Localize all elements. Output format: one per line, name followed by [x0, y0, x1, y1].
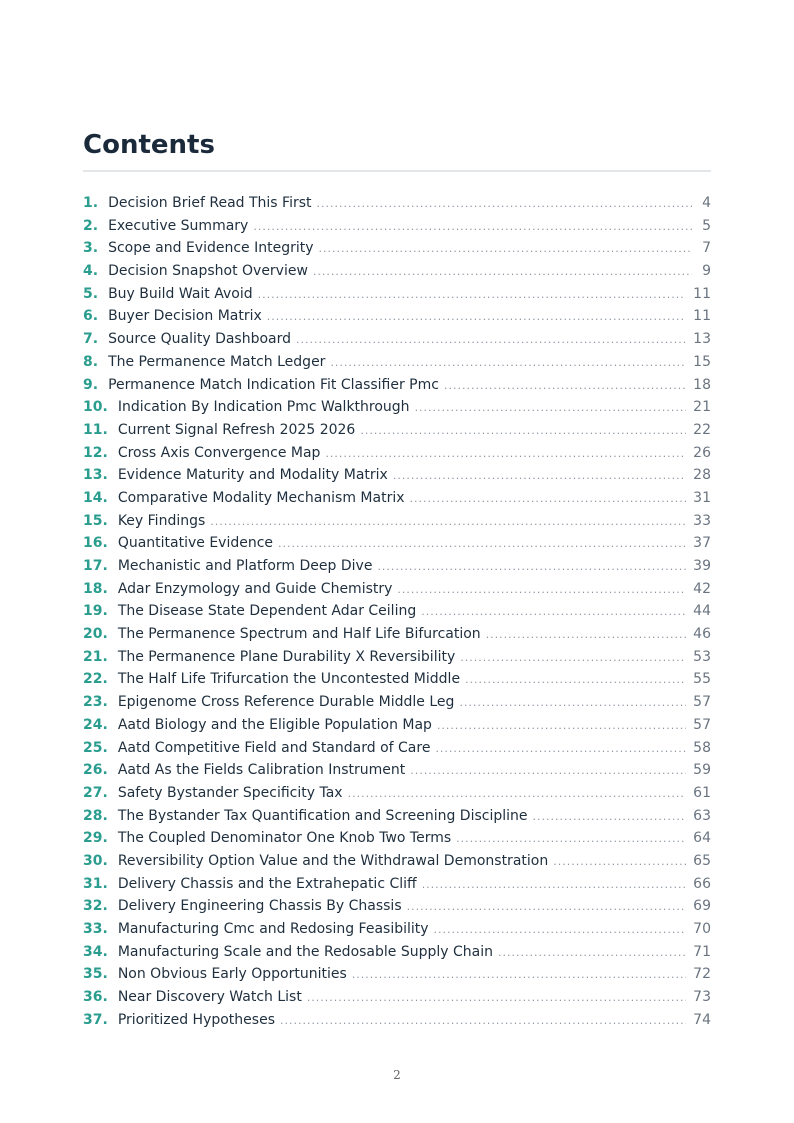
toc-entry-number: 18.: [83, 580, 108, 597]
toc-leader-dots: [444, 375, 686, 398]
toc-leader-dots: [421, 601, 686, 624]
toc-leader-dots: [486, 624, 686, 647]
toc-entry[interactable]: [83, 805, 711, 828]
toc-entry-title[interactable]: The Half Life Trifurcation the Uncontested Middle: [117, 671, 461, 688]
toc-entry-page: 57: [693, 694, 711, 711]
toc-entry[interactable]: [83, 260, 711, 283]
toc-leader-dots: [360, 420, 686, 443]
toc-entry[interactable]: [83, 510, 711, 533]
toc-entry-page: 74: [693, 1011, 711, 1028]
toc-leader-dots: [296, 329, 686, 352]
toc-entry[interactable]: [83, 827, 711, 850]
toc-leader-dots: [319, 238, 692, 261]
toc-entry-title[interactable]: Indication By Indication Pmc Walkthrough: [117, 399, 410, 416]
toc-entry-number: 16.: [83, 535, 108, 552]
toc-entry-page: 46: [693, 626, 711, 643]
toc-entry-number: 22.: [83, 671, 108, 688]
toc-leader-dots: [210, 511, 686, 534]
toc-leader-dots: [407, 896, 687, 919]
toc-entry-page: 11: [693, 308, 711, 325]
toc-leader-dots: [415, 397, 687, 420]
toc-entry-title[interactable]: Mechanistic and Platform Deep Dive: [117, 558, 373, 574]
toc-entry-page: 61: [693, 784, 711, 801]
toc-entry-page: 69: [693, 898, 711, 915]
toc-entry-page: 21: [693, 399, 711, 416]
toc-entry-page: 70: [693, 921, 711, 937]
toc-entry-number: 6.: [83, 308, 99, 325]
toc-entry-title[interactable]: Comparative Modality Mechanism Matrix: [117, 489, 405, 506]
toc-entry-number: 28.: [83, 807, 108, 824]
toc-entry[interactable]: [83, 328, 711, 351]
toc-entry-title[interactable]: Scope and Evidence Integrity: [108, 240, 314, 257]
toc-entry[interactable]: [83, 873, 711, 896]
toc-entry-number: 36.: [83, 989, 108, 1006]
title-divider: [83, 170, 711, 172]
toc-entry-number: 34.: [83, 943, 108, 960]
toc-entry-number: 7.: [83, 331, 99, 348]
toc-entry-page: 13: [693, 331, 711, 348]
toc-entry[interactable]: [83, 374, 711, 397]
toc-entry[interactable]: [83, 351, 711, 374]
toc-entry[interactable]: [83, 419, 711, 442]
toc-entry-page: 22: [693, 421, 711, 438]
toc-entry-number: 19.: [83, 603, 108, 620]
toc-entry-page: 26: [693, 444, 711, 461]
toc-entry-title[interactable]: Quantitative Evidence: [117, 535, 274, 552]
toc-entry-title[interactable]: Delivery Engineering Chassis By Chassis: [117, 898, 402, 915]
toc-entry-title[interactable]: Decision Brief Read This First: [108, 195, 312, 211]
toc-list: [83, 192, 711, 1031]
toc-entry[interactable]: [83, 986, 711, 1009]
toc-entry-title[interactable]: Adar Enzymology and Guide Chemistry: [117, 580, 393, 597]
toc-leader-dots: [437, 715, 686, 738]
toc-entry[interactable]: [83, 555, 711, 578]
toc-entry-page: 18: [693, 376, 711, 393]
toc-entry-number: 23.: [83, 694, 108, 711]
toc-entry-number: 13.: [83, 467, 108, 484]
toc-leader-dots: [307, 987, 686, 1010]
toc-entry-title[interactable]: Reversibility Option Value and the Withdrawal Demonstration: [117, 852, 549, 869]
toc-entry-page: 57: [693, 716, 711, 733]
toc-entry-page: 9: [702, 263, 711, 280]
toc-entry-title[interactable]: Manufacturing Scale and the Redosable Supply Chain: [117, 943, 493, 960]
toc-leader-dots: [435, 738, 686, 761]
toc-entry-number: 3.: [83, 240, 99, 257]
toc-entry[interactable]: [83, 532, 711, 555]
toc-entry-number: 4.: [83, 263, 99, 280]
toc-leader-dots: [278, 533, 686, 556]
toc-entry[interactable]: [83, 918, 711, 941]
toc-entry[interactable]: [83, 396, 711, 419]
toc-leader-dots: [498, 942, 686, 965]
toc-entry-page: 59: [693, 762, 711, 779]
toc-entry[interactable]: [83, 442, 711, 465]
toc-entry-number: 5.: [83, 285, 99, 302]
toc-entry-page: 11: [693, 285, 711, 302]
toc-leader-dots: [434, 919, 687, 942]
toc-entry-page: 15: [693, 353, 711, 370]
toc-entry-number: 27.: [83, 784, 108, 801]
toc-entry-title[interactable]: The Disease State Dependent Adar Ceiling: [117, 603, 417, 620]
toc-entry-title[interactable]: Decision Snapshot Overview: [108, 263, 308, 280]
toc-entry[interactable]: [83, 623, 711, 646]
toc-entry[interactable]: [83, 691, 711, 714]
toc-entry-number: 12.: [83, 444, 108, 461]
toc-entry-page: 39: [693, 558, 711, 574]
toc-entry-page: 71: [693, 943, 711, 960]
toc-entry-page: 72: [693, 966, 711, 983]
toc-entry-page: 65: [693, 852, 711, 869]
toc-entry[interactable]: [83, 600, 711, 623]
toc-leader-dots: [258, 284, 687, 307]
toc-entry-title[interactable]: Permanence Match Indication Fit Classifier Pmc: [108, 376, 439, 393]
toc-entry[interactable]: [83, 759, 711, 782]
toc-leader-dots: [553, 851, 686, 874]
toc-entry-title[interactable]: Current Signal Refresh 2025 2026: [117, 421, 356, 438]
toc-entry-title[interactable]: Buyer Decision Matrix: [108, 308, 262, 325]
toc-entry-title[interactable]: Aatd Competitive Field and Standard of Care: [117, 739, 431, 756]
toc-entry[interactable]: [83, 782, 711, 805]
toc-entry-title[interactable]: Prioritized Hypotheses: [117, 1011, 275, 1028]
toc-entry-page: 64: [693, 830, 711, 847]
toc-leader-dots: [377, 556, 686, 579]
toc-entry-title[interactable]: The Permanence Plane Durability X Reversibility: [117, 648, 456, 665]
toc-entry-page: 53: [693, 648, 711, 665]
toc-entry-page: 42: [693, 580, 711, 597]
toc-entry[interactable]: [83, 737, 711, 760]
toc-entry-title[interactable]: Safety Bystander Specificity Tax: [117, 784, 343, 801]
toc-entry[interactable]: [83, 895, 711, 918]
toc-entry[interactable]: [83, 192, 711, 215]
toc-leader-dots: [280, 1010, 686, 1033]
toc-leader-dots: [460, 647, 686, 670]
toc-leader-dots: [317, 193, 692, 216]
toc-leader-dots: [313, 261, 692, 284]
toc-entry-number: 10.: [83, 399, 108, 416]
toc-entry-page: 37: [693, 535, 711, 552]
toc-leader-dots: [422, 874, 686, 897]
toc-entry[interactable]: [83, 464, 711, 487]
toc-entry[interactable]: [83, 1009, 711, 1032]
toc-entry-title[interactable]: Key Findings: [117, 512, 206, 529]
toc-entry-number: 11.: [83, 421, 108, 438]
toc-leader-dots: [253, 216, 692, 239]
toc-entry-title[interactable]: Buy Build Wait Avoid: [108, 285, 253, 302]
toc-entry-page: 66: [693, 875, 711, 892]
toc-entry-page: 4: [702, 195, 711, 211]
toc-leader-dots: [465, 669, 686, 692]
toc-leader-dots: [456, 828, 686, 851]
toc-leader-dots: [267, 306, 686, 329]
toc-entry-number: 14.: [83, 489, 108, 506]
toc-leader-dots: [459, 692, 686, 715]
toc-entry-page: 31: [693, 489, 711, 506]
toc-entry-page: 58: [693, 739, 711, 756]
toc-leader-dots: [393, 465, 686, 488]
toc-entry-number: 1.: [83, 195, 99, 211]
toc-entry-title[interactable]: Non Obvious Early Opportunities: [117, 966, 347, 983]
toc-entry[interactable]: [83, 578, 711, 601]
toc-entry[interactable]: [83, 850, 711, 873]
toc-entry-title[interactable]: Source Quality Dashboard: [108, 331, 292, 348]
toc-entry[interactable]: [83, 941, 711, 964]
toc-entry[interactable]: [83, 305, 711, 328]
toc-entry[interactable]: [83, 646, 711, 669]
toc-entry-page: 44: [693, 603, 711, 620]
toc-entry-title[interactable]: Manufacturing Cmc and Redosing Feasibility: [117, 921, 429, 937]
toc-entry-title[interactable]: Delivery Chassis and the Extrahepatic Cliff: [117, 875, 417, 892]
toc-entry-page: 55: [693, 671, 711, 688]
toc-entry-title[interactable]: The Permanence Match Ledger: [108, 353, 326, 370]
toc-leader-dots: [325, 443, 686, 466]
toc-leader-dots: [330, 352, 686, 375]
toc-leader-dots: [410, 488, 687, 511]
toc-entry-number: 21.: [83, 648, 108, 665]
toc-entry-number: 24.: [83, 716, 108, 733]
toc-entry-number: 33.: [83, 921, 108, 937]
toc-entry-title[interactable]: Executive Summary: [108, 217, 249, 234]
toc-entry-page: 7: [702, 240, 711, 257]
toc-entry-title[interactable]: Cross Axis Convergence Map: [117, 444, 321, 461]
toc-entry-page: 73: [693, 989, 711, 1006]
toc-entry-page: 5: [702, 217, 711, 234]
toc-entry-title[interactable]: The Permanence Spectrum and Half Life Bifurcation: [117, 626, 481, 643]
toc-entry-page: 33: [693, 512, 711, 529]
toc-entry-number: 15.: [83, 512, 108, 529]
toc-entry-number: 17.: [83, 558, 108, 574]
toc-leader-dots: [352, 964, 686, 987]
toc-entry[interactable]: [83, 283, 711, 306]
toc-entry-number: 30.: [83, 852, 108, 869]
toc-entry-number: 26.: [83, 762, 108, 779]
toc-entry-number: 37.: [83, 1011, 108, 1028]
toc-leader-dots: [533, 806, 687, 829]
toc-leader-dots: [397, 579, 686, 602]
toc-entry-title[interactable]: The Bystander Tax Quantification and Screening Discipline: [117, 807, 528, 824]
toc-entry[interactable]: [83, 963, 711, 986]
toc-entry-number: 29.: [83, 830, 108, 847]
toc-entry-page: 63: [693, 807, 711, 824]
toc-entry-title[interactable]: Aatd Biology and the Eligible Population Map: [117, 716, 432, 733]
toc-entry[interactable]: [83, 237, 711, 260]
toc-entry-number: 25.: [83, 739, 108, 756]
toc-entry[interactable]: [83, 215, 711, 238]
toc-entry[interactable]: [83, 487, 711, 510]
toc-entry-number: 35.: [83, 966, 108, 983]
page-number: 2: [393, 1068, 401, 1082]
toc-entry-number: 9.: [83, 376, 99, 393]
toc-entry-title[interactable]: Aatd As the Fields Calibration Instrument: [117, 762, 406, 779]
toc-entry-number: 31.: [83, 875, 108, 892]
toc-entry-number: 20.: [83, 626, 108, 643]
toc-entry-number: 2.: [83, 217, 99, 234]
page-title: Contents: [83, 130, 215, 160]
toc-entry-number: 32.: [83, 898, 108, 915]
toc-entry-title[interactable]: The Coupled Denominator One Knob Two Terms: [117, 830, 452, 847]
toc-entry-title[interactable]: Near Discovery Watch List: [117, 989, 302, 1006]
toc-leader-dots: [348, 783, 687, 806]
toc-entry-page: 28: [693, 467, 711, 484]
toc-leader-dots: [410, 760, 686, 783]
toc-entry-title[interactable]: Evidence Maturity and Modality Matrix: [117, 467, 388, 484]
toc-entry[interactable]: [83, 668, 711, 691]
toc-entry-title[interactable]: Epigenome Cross Reference Durable Middle Leg: [117, 694, 455, 711]
toc-entry-number: 8.: [83, 353, 99, 370]
toc-entry[interactable]: [83, 714, 711, 737]
